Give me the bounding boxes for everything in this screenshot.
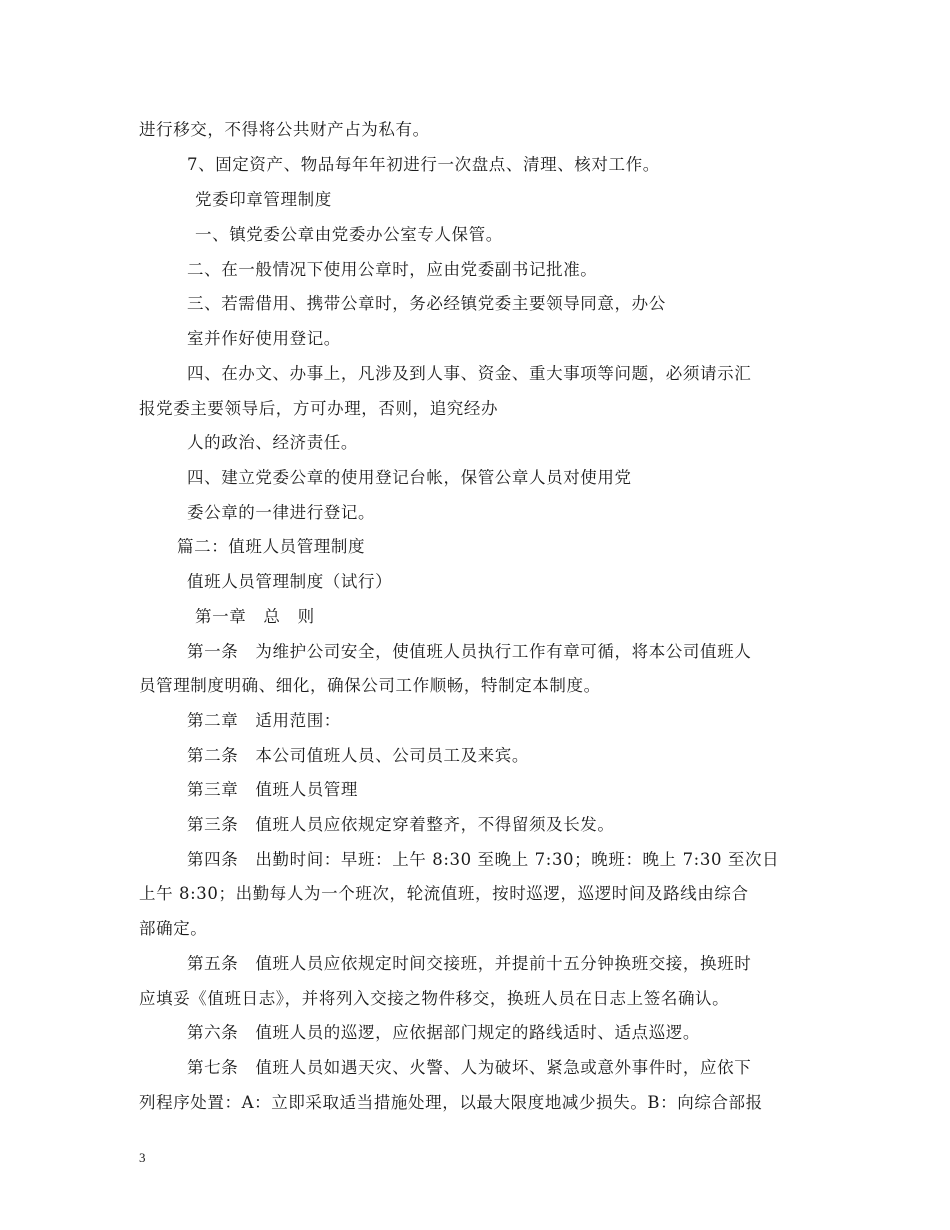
- text-line: 7、固定资产、物品每年年初进行一次盘点、清理、核对工作。: [187, 155, 660, 174]
- chapter-heading: 第一章 总 则: [195, 607, 315, 626]
- text-line: 委公章的一律进行登记。: [187, 503, 376, 522]
- text-line: 室并作好使用登记。: [187, 329, 341, 348]
- text-line: 报党委主要领导后，方可办理，否则，追究经办: [139, 399, 499, 418]
- text-line: 第六条 值班人员的巡逻，应依据部门规定的路线适时、适点巡逻。: [187, 1023, 700, 1042]
- page-number: 3: [139, 1150, 146, 1165]
- text-line: 第三条 值班人员应依规定穿着整齐，不得留须及长发。: [187, 815, 615, 834]
- text-line: 第一条 为维护公司安全，使值班人员执行工作有章可循，将本公司值班人: [187, 642, 752, 661]
- section-heading: 篇二：值班人员管理制度: [177, 537, 366, 556]
- chapter-heading: 第二章 适用范围：: [187, 711, 341, 730]
- text-line: 第二条 本公司值班人员、公司员工及来宾。: [187, 746, 529, 765]
- text-line: 上午 8:30；出勤每人为一个班次，轮流值班，按时巡逻，巡逻时间及路线由综合: [139, 884, 749, 903]
- text-line: 第七条 值班人员如遇天灾、火警、人为破坏、紧急或意外事件时，应依下: [187, 1058, 752, 1077]
- document-title: 值班人员管理制度（试行）: [187, 572, 393, 591]
- text-line: 列程序处置：A：立即采取适当措施处理，以最大限度地减少损失。B：向综合部报: [139, 1093, 763, 1112]
- text-line: 第五条 值班人员应依规定时间交接班，并提前十五分钟换班交接，换班时: [187, 954, 752, 973]
- chapter-heading: 第三章 值班人员管理: [187, 780, 358, 799]
- text-line: 四、在办文、办事上，凡涉及到人事、资金、重大事项等问题，必须请示汇: [187, 364, 752, 383]
- text-line: 应填妥《值班日志》，并将列入交接之物件移交，换班人员在日志上签名确认。: [139, 989, 730, 1008]
- text-line: 一、镇党委公章由党委办公室专人保管。: [195, 225, 503, 244]
- text-line: 进行移交，不得将公共财产占为私有。: [139, 120, 430, 139]
- text-line: 部确定。: [139, 919, 208, 938]
- text-line: 三、若需借用、携带公章时，务必经镇党委主要领导同意，办公: [187, 294, 666, 313]
- text-line: 二、在一般情况下使用公章时，应由党委副书记批准。: [187, 260, 598, 279]
- text-line: 四、建立党委公章的使用登记台帐，保管公章人员对使用党: [187, 468, 632, 487]
- text-line: 员管理制度明确、细化，确保公司工作顺畅，特制定本制度。: [139, 676, 601, 695]
- text-line: 第四条 出勤时间：早班：上午 8:30 至晚上 7:30；晚班：晚上 7:30 至次日: [187, 850, 780, 869]
- section-heading: 党委印章管理制度: [195, 190, 332, 209]
- text-line: 人的政治、经济责任。: [187, 433, 358, 452]
